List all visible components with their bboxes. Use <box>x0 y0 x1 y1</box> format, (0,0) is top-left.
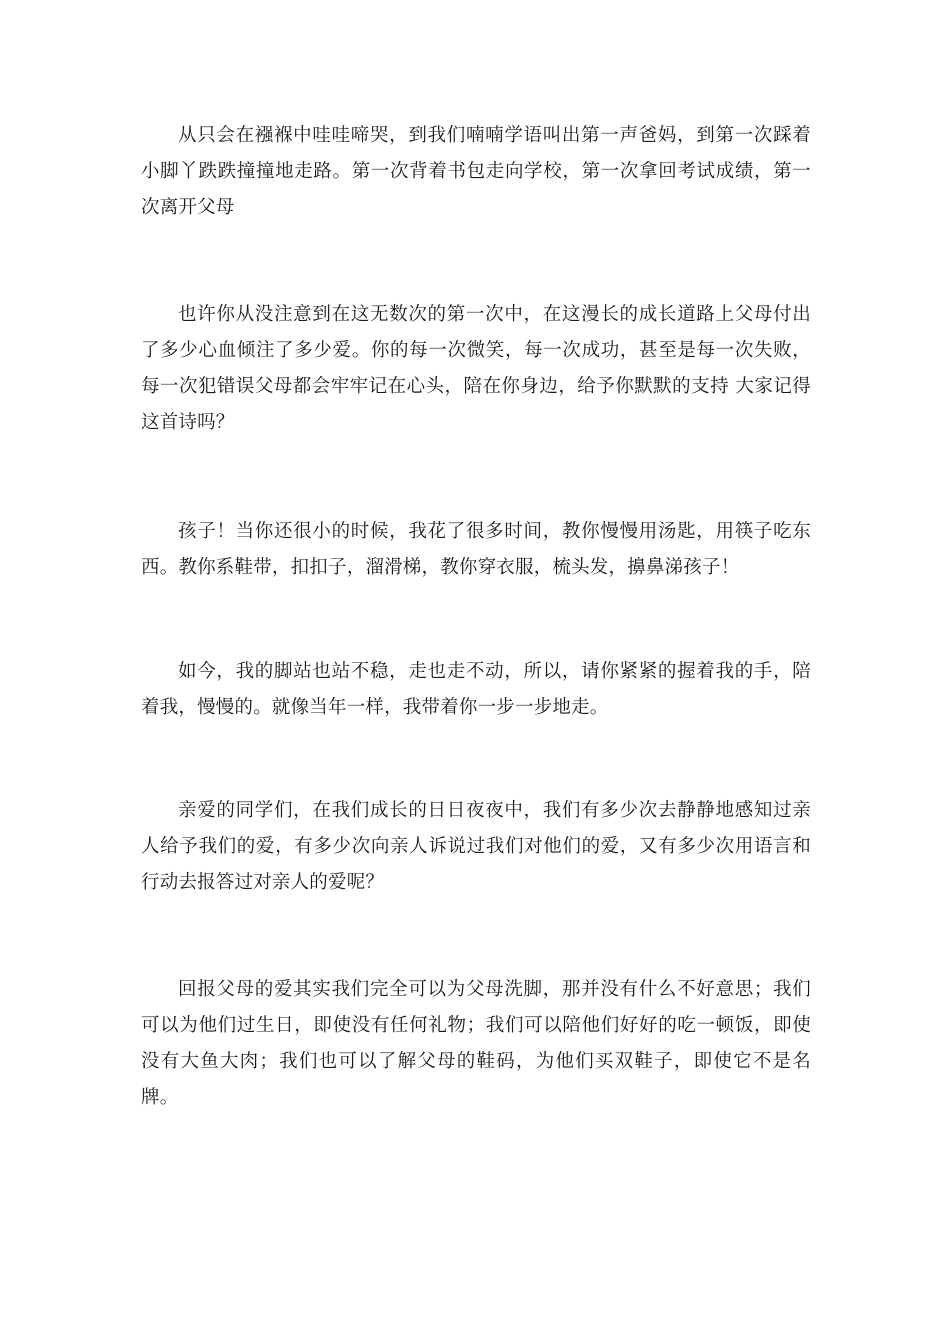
paragraph-poem-part-two: 如今，我的脚站也站不稳，走也走不动，所以，请你紧紧的握着我的手，陪着我，慢慢的。就像当年一样，我带着你一步一步地走。 <box>141 661 811 718</box>
paragraph-repaying-parents: 回报父母的爱其实我们完全可以为父母洗脚，那并没有什么不好意思；我们可以为他们过生日，即使没有任何礼物；我们可以陪他们好好的吃一顿饭，即使没有大鱼大肉；我们也可以了解父母的鞋码，为他们买双鞋子，即使它不是名牌。 <box>141 979 811 1108</box>
paragraph-parents-devotion: 也许你从没注意到在这无数次的第一次中，在这漫长的成长道路上父母付出了多少心血倾注了多少爱。你的每一次微笑，每一次成功，甚至是每一次失败，每一次犯错误父母都会牢牢记在心头，陪在你身边，给予你默默的支持 大家记得这首诗吗？ <box>141 304 811 433</box>
paragraph-poem-part-one: 孩子！当你还很小的时候，我花了很多时间，教你慢慢用汤匙，用筷子吃东西。教你系鞋带，扣扣子，溜滑梯，教你穿衣服，梳头发，擤鼻涕孩子！ <box>141 521 811 578</box>
paragraph-question-to-students: 亲爱的同学们，在我们成长的日日夜夜中，我们有多少次去静静地感知过亲人给予我们的爱，有多少次向亲人诉说过我们对他们的爱，又有多少次用语言和行动去报答过对亲人的爱呢？ <box>141 800 811 893</box>
paragraph-childhood-firsts: 从只会在襁褓中哇哇啼哭，到我们喃喃学语叫出第一声爸妈，到第一次踩着小脚丫跌跌撞撞地走路。第一次背着书包走向学校，第一次拿回考试成绩，第一次离开父母 <box>141 125 811 218</box>
